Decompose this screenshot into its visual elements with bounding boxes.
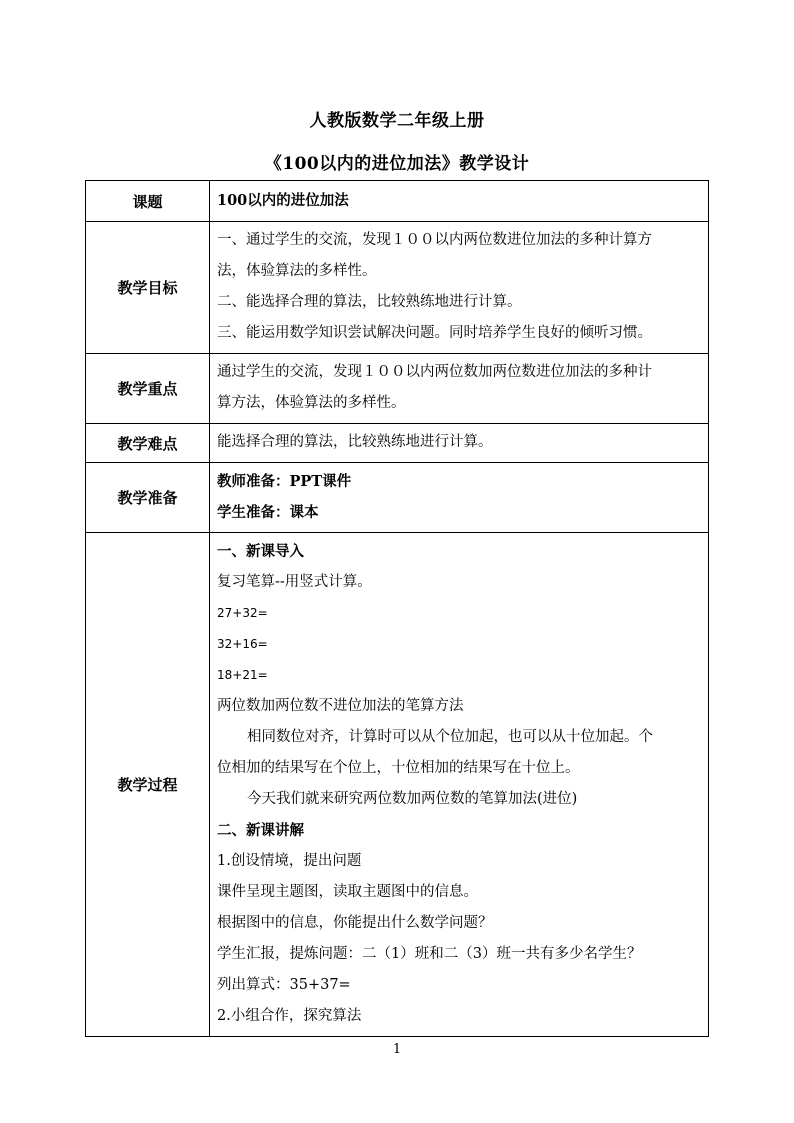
content-line: 位相加的结果写在个位上，十位相加的结果写在十位上。	[217, 760, 580, 776]
row-label: 教学过程	[86, 533, 210, 1037]
content-line: 二、新课讲解	[217, 822, 304, 839]
content-line: 32+16=	[217, 637, 268, 651]
row-label: 课题	[86, 181, 210, 222]
row-content	[210, 181, 709, 222]
content-line: 复习笔算--用竖式计算。	[217, 574, 372, 590]
lesson-plan-table	[85, 180, 709, 1037]
row-content	[210, 533, 709, 1037]
table-row	[86, 181, 709, 222]
content-line: 算方法，体验算法的多样性。	[217, 395, 406, 411]
content-line: 两位数加两位数不进位加法的笔算方法	[217, 698, 464, 714]
row-content	[210, 354, 709, 424]
row-label: 教学重点	[86, 354, 210, 424]
content-line: 学生汇报，提炼问题：二（1）班和二（3）班一共有多少名学生？	[217, 946, 642, 962]
document-title: 人教版数学二年级上册	[309, 111, 485, 131]
content-line: 2.小组合作，探究算法	[217, 1008, 362, 1024]
table-row	[86, 533, 709, 1037]
content-line: 学生准备：课本	[217, 504, 319, 521]
content-line: 今天我们就来研究两位数加两位数的笔算加法(进位)	[247, 791, 578, 807]
content-line: 三、能运用数学知识尝试解决问题。同时培养学生良好的倾听习惯。	[217, 325, 652, 341]
document-subtitle: 《100以内的进位加法》教学设计	[264, 154, 530, 174]
content-line: 27+32=	[217, 606, 268, 620]
row-label: 教学目标	[86, 222, 210, 354]
content-line: 通过学生的交流，发现１００以内两位数加两位数进位加法的多种计	[217, 364, 652, 380]
table-row	[86, 354, 709, 424]
table-row	[86, 424, 709, 463]
table-row	[86, 463, 709, 533]
content-line: 一、通过学生的交流，发现１００以内两位数进位加法的多种计算方	[217, 232, 652, 248]
row-content	[210, 222, 709, 354]
content-line: 能选择合理的算法，比较熟练地进行计算。	[217, 434, 493, 450]
content-line: 根据图中的信息，你能提出什么数学问题？	[217, 915, 493, 931]
content-line: 课件呈现主题图，读取主题图中的信息。	[217, 884, 478, 900]
row-label: 教学准备	[86, 463, 210, 533]
row-content	[210, 463, 709, 533]
content-line: 二、能选择合理的算法，比较熟练地进行计算。	[217, 294, 522, 310]
page-number: 1	[392, 1042, 402, 1057]
row-content	[210, 424, 709, 463]
content-line: 100以内的进位加法	[217, 192, 349, 209]
table-row	[86, 222, 709, 354]
content-line: 相同数位对齐，计算时可以从个位加起，也可以从十位加起。个	[247, 729, 653, 745]
content-line: 列出算式：35+37=	[217, 977, 351, 993]
content-line: 1.创设情境，提出问题	[217, 853, 362, 869]
content-line: 教师准备：PPT课件	[217, 473, 352, 490]
row-label: 教学难点	[86, 424, 210, 463]
content-line: 一、新课导入	[217, 543, 304, 560]
content-line: 法，体验算法的多样性。	[217, 263, 377, 279]
content-line: 18+21=	[217, 668, 268, 682]
